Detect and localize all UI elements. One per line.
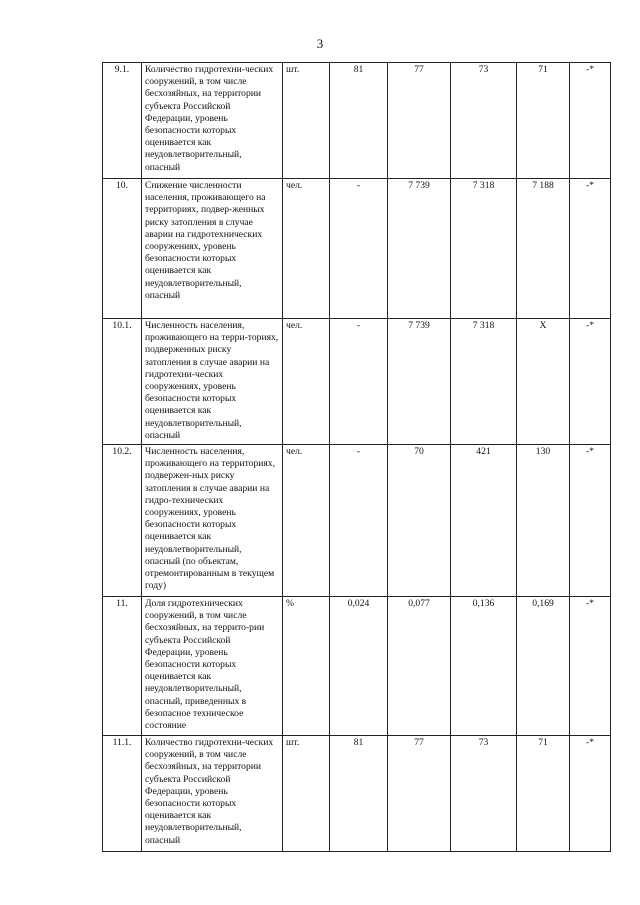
row-description: Количество гидротехни-ческих сооружений, в том числе бесхозяйных, на территории субъекта Российской Федерации, уровень безопасности которых оценивается как неудовлетворительный, опасный [142, 63, 283, 179]
row-unit: чел. [283, 319, 330, 445]
row-number: 11.1. [103, 736, 142, 852]
row-value-2: 0,077 [388, 597, 451, 736]
table-row [103, 319, 611, 445]
row-value-2: 77 [388, 63, 451, 179]
row-note: -* [570, 63, 611, 179]
row-value-3: 73 [451, 63, 517, 179]
table-row [103, 736, 611, 852]
row-number: 11. [103, 597, 142, 736]
row-description: Доля гидротехнических сооружений, в том числе бесхозяйных, на террито-рии субъекта Российской Федерации, уровень безопасности которых оценивается как неудовлетворительный, опасный, приведенных в безопасное техническое состояние [142, 597, 283, 736]
row-value-2: 70 [388, 445, 451, 597]
row-number: 9.1. [103, 63, 142, 179]
row-number: 10.2. [103, 445, 142, 597]
row-unit: % [283, 597, 330, 736]
row-value-3: 7 318 [451, 319, 517, 445]
row-value-4: 71 [517, 736, 570, 852]
row-number: 10.1. [103, 319, 142, 445]
row-description: Численность населения, проживающего на территориях, подвержен-ных риску затопления в случае аварии на гидро-технических сооружениях, уровень безопасности которых оценивается как неудовлетворительный, опасный (по объектам, отремонтированным в текущем году) [142, 445, 283, 597]
row-unit: чел. [283, 445, 330, 597]
row-value-1: - [330, 319, 388, 445]
row-value-1: 0,024 [330, 597, 388, 736]
row-note: -* [570, 179, 611, 319]
row-note: -* [570, 597, 611, 736]
row-note: -* [570, 736, 611, 852]
row-value-2: 7 739 [388, 179, 451, 319]
row-value-3: 7 318 [451, 179, 517, 319]
table-row [103, 445, 611, 597]
table-row [103, 597, 611, 736]
table-row [103, 179, 611, 319]
row-unit: шт. [283, 63, 330, 179]
row-value-2: 7 739 [388, 319, 451, 445]
row-unit: чел. [283, 179, 330, 319]
row-value-3: 73 [451, 736, 517, 852]
row-value-3: 421 [451, 445, 517, 597]
row-value-4: 130 [517, 445, 570, 597]
row-description: Численность населения, проживающего на терри-ториях, подверженных риску затопления в случае аварии на гидротехни-ческих сооружениях, уровень безопасности которых оценивается как неудовлетворительный, опасный [142, 319, 283, 445]
row-note: -* [570, 445, 611, 597]
row-value-4: 71 [517, 63, 570, 179]
row-value-3: 0,136 [451, 597, 517, 736]
row-value-4: X [517, 319, 570, 445]
indicators-table [102, 62, 611, 852]
row-description: Количество гидротехни-ческих сооружений, в том числе бесхозяйных, на территории субъекта Российской Федерации, уровень безопасности которых оценивается как неудовлетворительный, опасный [142, 736, 283, 852]
row-value-2: 77 [388, 736, 451, 852]
row-value-1: 81 [330, 63, 388, 179]
row-value-1: - [330, 445, 388, 597]
row-description: Снижение численности населения, проживающего на территориях, подвер-женных риску затопления в случае аварии на гидротехнических сооружениях, уровень безопасности которых оценивается как неудовлетворительный, опасный [142, 179, 283, 319]
row-unit: шт. [283, 736, 330, 852]
row-value-4: 7 188 [517, 179, 570, 319]
row-note: -* [570, 319, 611, 445]
table-row [103, 63, 611, 179]
page-number: 3 [316, 36, 324, 51]
row-value-1: 81 [330, 736, 388, 852]
row-value-1: - [330, 179, 388, 319]
row-value-4: 0,169 [517, 597, 570, 736]
row-number: 10. [103, 179, 142, 319]
